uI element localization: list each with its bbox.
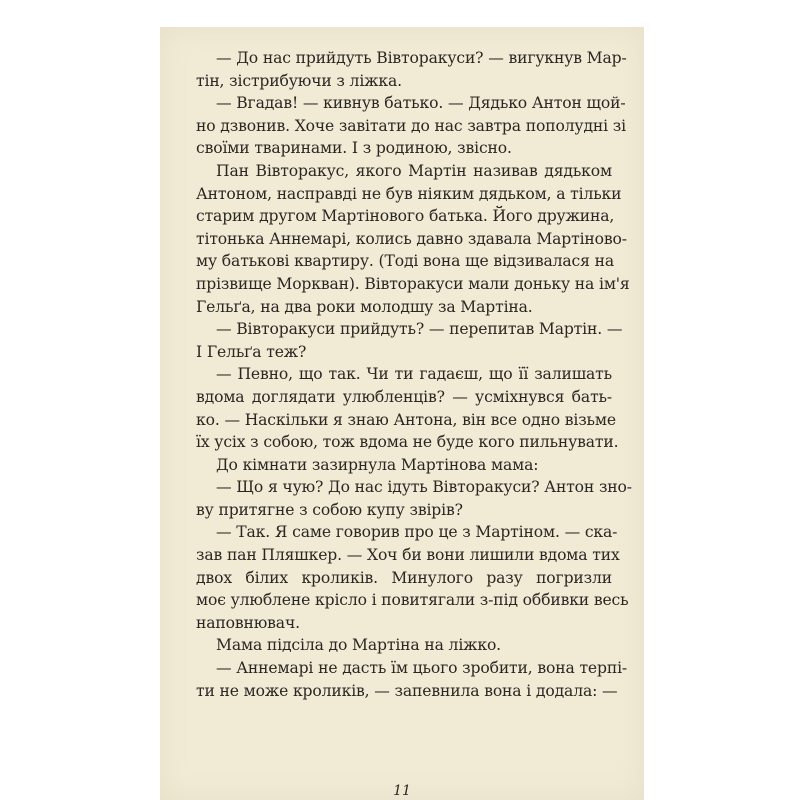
text-line: До кімнати зазирнула Мартінова мама:	[216, 455, 539, 474]
text-line: ко. — Наскільки я знаю Антона, він все одно візьме	[196, 410, 616, 429]
text-line: Мама підсіла до Мартіна на ліжко.	[216, 636, 501, 655]
page-number: 11	[393, 783, 411, 799]
text-line: своїми тваринами. І з родиною, звісно.	[196, 139, 512, 158]
text-line: — Вівторакуси прийдуть? — перепитав Мартін. —	[216, 320, 623, 339]
text-line: старим другом Мартінового батька. Його дружина,	[196, 207, 615, 226]
text-line: прізвище Моркван). Вівторакуси мали доньку на ім'я	[196, 274, 630, 293]
text-line: тітонька Аннемарі, колись давно здавала Мартіново-	[196, 229, 627, 248]
text-line: вдома доглядати улюбленців? — усміхнувся бать-	[196, 387, 612, 406]
text-line: двох білих кроликів. Минулого разу погризли	[196, 568, 612, 587]
body-text	[196, 47, 632, 702]
text-line: — Певно, що так. Чи ти гадаєш, що її залишать	[216, 365, 612, 384]
text-line: моє улюблене крісло і повитягали з-під оббивки весь	[196, 591, 629, 610]
text-line: Антоном, насправді не був ніяким дядьком, а тільки	[196, 184, 622, 203]
text-line: наповнювач.	[196, 613, 300, 632]
text-line: Гельґа, на два роки молодшу за Мартіна.	[196, 297, 533, 316]
book-page	[160, 27, 644, 800]
text-line: ти не може кроликів, — запевнила вона і додала: —	[196, 681, 618, 700]
text-line: — Що я чую? До нас ідуть Вівторакуси? Антон зно-	[216, 478, 632, 497]
text-line: зав пан Пляшкер. — Хоч би вони лишили вдома тих	[196, 546, 620, 565]
text-line: му батькові квартиру. (Тоді вона ще відзивалася на	[196, 252, 614, 271]
text-line: — Аннемарі не дасть їм цього зробити, вона терпі-	[216, 659, 628, 678]
text-line: но дзвонив. Хоче завітати до нас завтра пополудні зі	[196, 116, 626, 135]
text-line: І Гельґа теж?	[196, 342, 307, 361]
text-line: Пан Вівторакус, якого Мартін називав дядьком	[216, 161, 612, 180]
text-line: їх усіх з собою, тож вдома не буде кого пильнувати.	[196, 433, 619, 452]
text-line: — Так. Я саме говорив про це з Мартіном. — ска-	[216, 523, 618, 542]
text-line: ву притягне з собою купу звірів?	[196, 500, 463, 519]
text-line: тін, зістрибуючи з ліжка.	[196, 71, 402, 90]
text-line: — До нас прийдуть Вівторакуси? — вигукнув Мар-	[216, 49, 627, 67]
text-line: — Вгадав! — кивнув батько. — Дядько Антон щой-	[216, 94, 626, 113]
